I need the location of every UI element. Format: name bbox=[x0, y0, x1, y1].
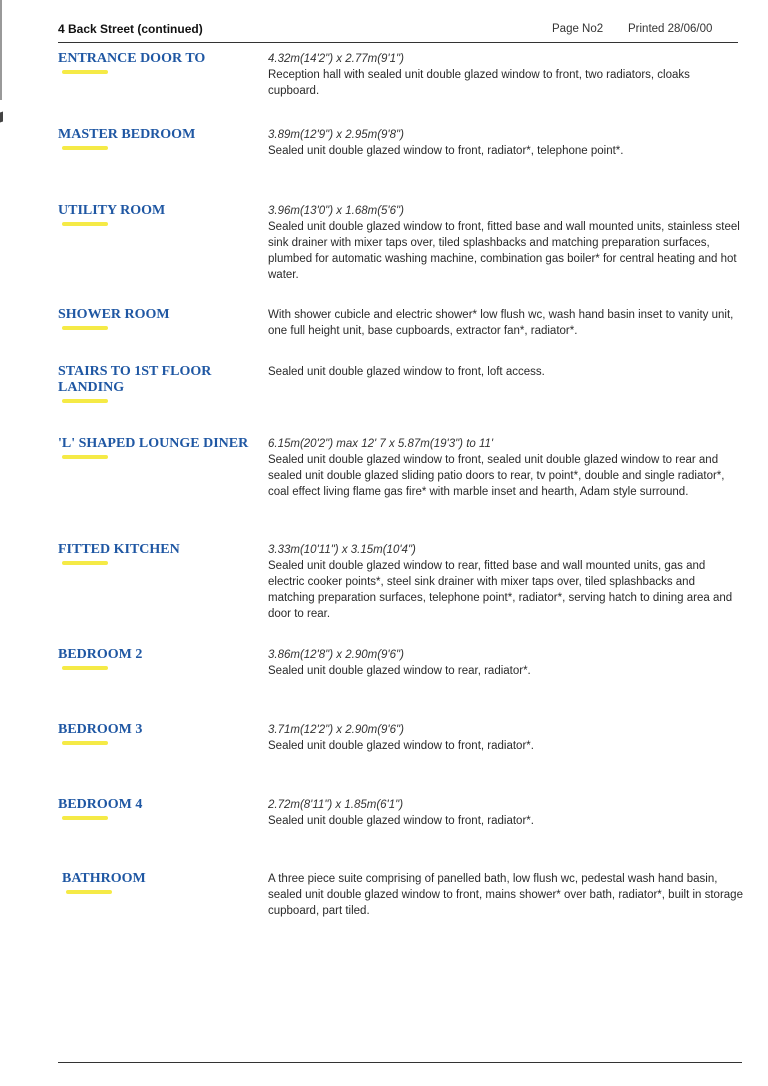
room-name: FITTED KITCHEN bbox=[58, 542, 258, 565]
room-name: BATHROOM bbox=[62, 871, 262, 894]
page-header bbox=[58, 22, 738, 43]
page-number: Page No2 bbox=[552, 23, 604, 35]
highlighter-mark bbox=[62, 70, 108, 74]
highlighter-mark bbox=[62, 741, 108, 745]
room-name: SHOWER ROOM bbox=[58, 307, 258, 330]
room-text: Sealed unit double glazed window to front, radiator*. bbox=[268, 815, 534, 827]
footer-divider bbox=[58, 1062, 742, 1063]
room-text: Sealed unit double glazed window to front, radiator*, telephone point*. bbox=[268, 145, 624, 157]
room-description bbox=[268, 647, 743, 679]
room-dimensions: 4.32m(14'2") x 2.77m(9'1") bbox=[268, 53, 404, 65]
highlighter-mark bbox=[66, 890, 112, 894]
room-description bbox=[268, 797, 743, 829]
room-text: Sealed unit double glazed window to rear, fitted base and wall mounted units, gas and electric cooker points*, steel sink drainer with mixer taps over, tiled splashbacks and matching preparation surfaces, telephone point*, radiator*, serving hatch to dining area and door to rear. bbox=[268, 560, 733, 620]
highlighter-mark bbox=[62, 326, 108, 330]
room-name: STAIRS TO 1ST FLOOR LANDING bbox=[58, 364, 233, 403]
highlighter-mark bbox=[62, 816, 108, 820]
room-text: Sealed unit double glazed window to front, sealed unit double glazed window to rear and sealed unit double glazed sliding patio doors to rear, tv point*, double and single radiator*, coal effect living flame gas fire* with marble inset and hearth, Adam style surround. bbox=[268, 454, 725, 498]
room-dimensions: 2.72m(8'11") x 1.85m(6'1") bbox=[268, 799, 404, 811]
room-description bbox=[268, 51, 743, 99]
highlighter-mark bbox=[62, 222, 108, 226]
room-text: Reception hall with sealed unit double glazed window to front, two radiators, cloaks cupboard. bbox=[268, 69, 690, 97]
room-dimensions: 3.96m(13'0") x 1.68m(5'6") bbox=[268, 205, 404, 217]
room-name: UTILITY ROOM bbox=[58, 203, 258, 226]
room-dimensions: 3.71m(12'2") x 2.90m(9'6") bbox=[268, 724, 404, 736]
room-name: ENTRANCE DOOR TO bbox=[58, 51, 258, 74]
room-name: MASTER BEDROOM bbox=[58, 127, 258, 150]
room-dimensions: 3.33m(10'11") x 3.15m(10'4") bbox=[268, 544, 416, 556]
printed-date: Printed 28/06/00 bbox=[628, 23, 713, 35]
highlighter-mark bbox=[62, 455, 108, 459]
room-description bbox=[268, 307, 743, 339]
scan-margin-line bbox=[0, 0, 2, 100]
room-text: Sealed unit double glazed window to rear, radiator*. bbox=[268, 665, 531, 677]
room-description bbox=[268, 364, 743, 380]
room-text: With shower cubicle and electric shower* low flush wc, wash hand basin inset to vanity unit, one full height unit, base cupboards, extractor fan*, radiator*. bbox=[268, 309, 734, 337]
room-name: 'L' SHAPED LOUNGE DINER bbox=[58, 436, 263, 459]
room-text: Sealed unit double glazed window to front, loft access. bbox=[268, 366, 545, 378]
room-description bbox=[268, 203, 743, 283]
room-description bbox=[268, 542, 743, 622]
room-dimensions: 6.15m(20'2") max 12' 7 x 5.87m(19'3") to 11' bbox=[268, 438, 494, 450]
room-description bbox=[268, 871, 743, 919]
highlighter-mark bbox=[62, 561, 108, 565]
room-text: A three piece suite comprising of panelled bath, low flush wc, pedestal wash hand basin, sealed unit double glazed window to front, mains shower* over bath, radiator*, built in storage cupboard, part tiled. bbox=[268, 873, 743, 917]
room-text: Sealed unit double glazed window to front, radiator*. bbox=[268, 740, 534, 752]
room-name: BEDROOM 2 bbox=[58, 647, 258, 670]
room-description bbox=[268, 722, 743, 754]
room-dimensions: 3.86m(12'8") x 2.90m(9'6") bbox=[268, 649, 404, 661]
room-description bbox=[268, 436, 743, 500]
highlighter-mark bbox=[62, 399, 108, 403]
property-address: 4 Back Street (continued) bbox=[58, 22, 203, 36]
room-description bbox=[268, 127, 743, 159]
room-dimensions: 3.89m(12'9") x 2.95m(9'8") bbox=[268, 129, 404, 141]
room-text: Sealed unit double glazed window to front, fitted base and wall mounted units, stainless steel sink drainer with mixer taps over, tiled splashbacks and matching preparation surfaces, plumbed for automatic washing machine, combination gas boiler* for central heating and hot water. bbox=[268, 221, 740, 281]
room-name: BEDROOM 4 bbox=[58, 797, 258, 820]
room-name: BEDROOM 3 bbox=[58, 722, 258, 745]
scan-margin-mark bbox=[0, 111, 3, 122]
highlighter-mark bbox=[62, 666, 108, 670]
highlighter-mark bbox=[62, 146, 108, 150]
